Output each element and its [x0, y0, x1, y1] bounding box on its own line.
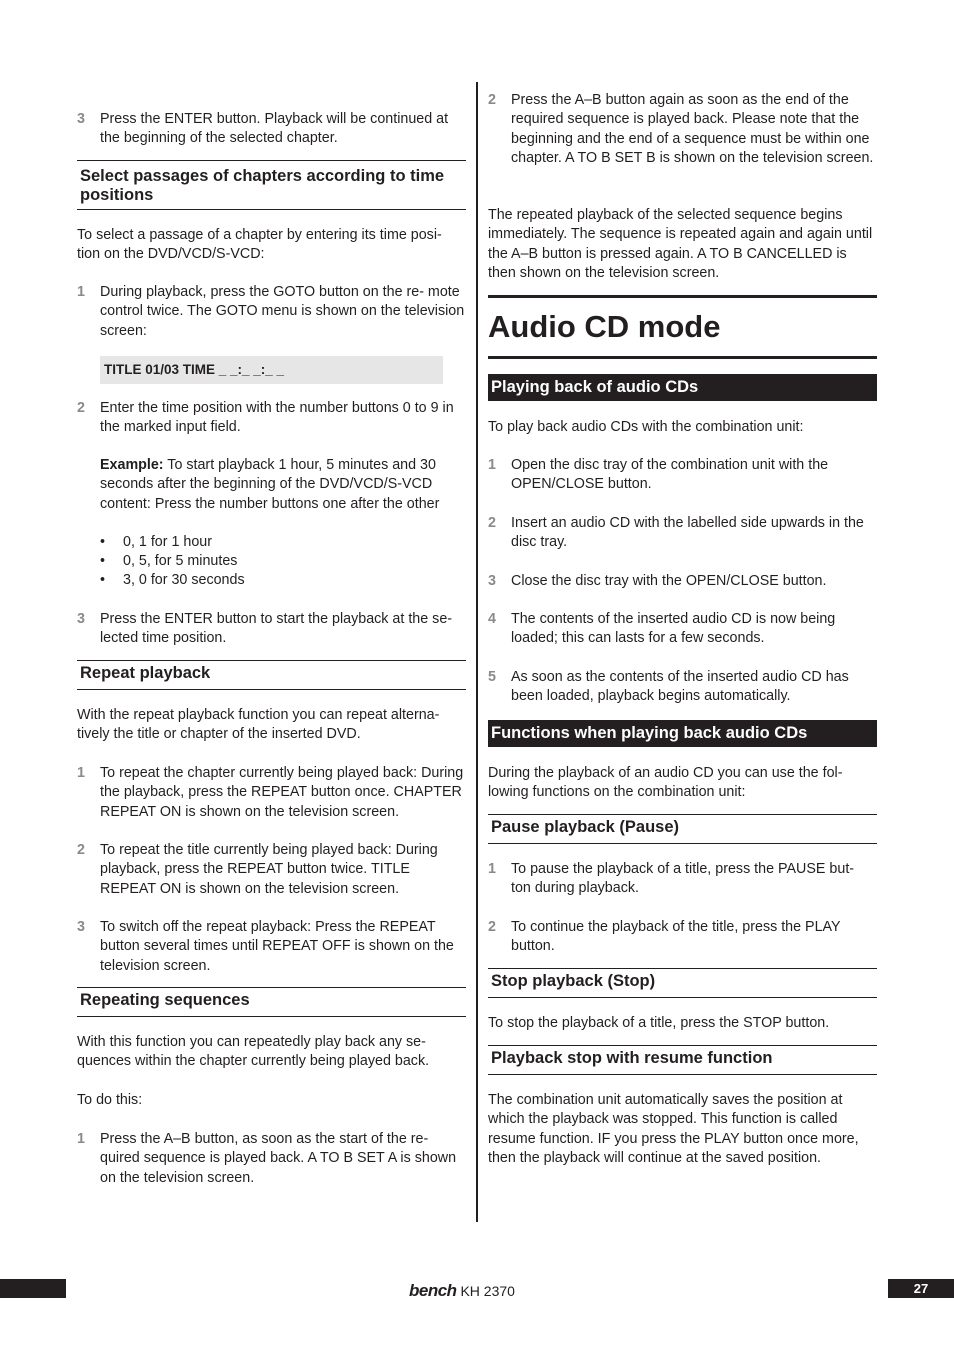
section-bar-functions: Functions when playing back audio CDs — [488, 720, 877, 747]
section-heading-pause: Pause playback (Pause) — [488, 814, 877, 844]
list-item: 1 Open the disc tray of the combination unit with the OPEN/CLOSE button. — [488, 457, 829, 493]
list-item: 3 Press the ENTER button. Playback will be continued at the beginning of the selected chapter. — [77, 111, 449, 147]
list-item: 2 Enter the time position with the number buttons 0 to 9 in the marked input field. — [77, 400, 454, 436]
bench-logo: bench — [409, 1281, 457, 1300]
footer-bar-left — [0, 1279, 66, 1298]
bullet-item: • 0, 5, for 5 minutes — [100, 553, 238, 569]
list-item: 1 To repeat the chapter currently being played back: During the playback, press the REPEAT button once. CHAPTER REPEAT ON is shown on the television screen. — [77, 765, 464, 820]
paragraph: With this function you can repeatedly play back any se- quences within the chapter currently being played back. — [77, 1034, 430, 1070]
section-heading-repeat-playback: Repeat playback — [77, 660, 466, 690]
model-number: KH 2370 — [460, 1283, 515, 1299]
list-item: 2 To repeat the title currently being played back: During playback, press the REPEAT button twice. TITLE REPEAT ON is shown on the television screen. — [77, 842, 438, 897]
example-paragraph: Example: To start playback 1 hour, 5 minutes and 30 seconds after the beginning of the DVD/VCD/S-VCD content: Press the number buttons one after the other — [100, 457, 440, 512]
paragraph: To do this: — [77, 1092, 143, 1108]
section-heading-repeating-sequences: Repeating sequences — [77, 987, 466, 1017]
list-item: 3 To switch off the repeat playback: Press the REPEAT button several times until REPEAT OFF is shown on the television screen. — [77, 919, 454, 974]
bullet-item: • 3, 0 for 30 seconds — [100, 572, 245, 588]
section-heading-stop: Stop playback (Stop) — [488, 968, 877, 998]
paragraph: To stop the playback of a title, press the STOP button. — [488, 1015, 830, 1031]
list-item: 1 During playback, press the GOTO button on the re- mote control twice. The GOTO menu is shown on the television screen: — [77, 284, 465, 339]
paragraph: To select a passage of a chapter by entering its time posi- tion on the DVD/VCD/S-VCD: — [77, 227, 442, 263]
list-item: 2 To continue the playback of the title, press the PLAY button. — [488, 919, 841, 955]
list-item: 1 Press the A–B button, as soon as the start of the re- quired sequence is played back. A TO B SET A is shown on the television screen. — [77, 1131, 457, 1186]
list-item: 2 Press the A–B button again as soon as the end of the required sequence is played back. Please note that the beginning and the end of a sequence must be within one chapter. A TO B SET B is shown on the television screen. — [488, 92, 874, 167]
list-item: 3 Close the disc tray with the OPEN/CLOSE button. — [488, 573, 827, 589]
list-item: 4 The contents of the inserted audio CD is now being loaded; this can lasts for a few seconds. — [488, 611, 836, 647]
paragraph: During the playback of an audio CD you can use the fol- lowing functions on the combination unit: — [488, 765, 843, 801]
page-number: 27 — [888, 1279, 954, 1298]
list-item: 3 Press the ENTER button to start the playback at the se- lected time position. — [77, 611, 453, 647]
footer-brand — [409, 1281, 515, 1301]
example-label: Example: — [100, 457, 164, 473]
paragraph: The repeated playback of the selected sequence begins immediately. The sequence is repeated again and again until the A–B button is pressed again. A TO B CANCELLED is then shown on the television screen. — [488, 207, 873, 282]
list-item: 5 As soon as the contents of the inserted audio CD has been loaded, playback begins automatically. — [488, 669, 849, 705]
list-item: 1 To pause the playback of a title, press the PAUSE but- ton during playback. — [488, 861, 855, 897]
goto-menu-display: TITLE 01/03 TIME _ _:_ _:_ _ — [100, 356, 443, 384]
paragraph: To play back audio CDs with the combination unit: — [488, 419, 804, 435]
section-heading-select-passages: Select passages of chapters according to time positions — [77, 160, 466, 210]
section-heading-resume: Playback stop with resume function — [488, 1045, 877, 1075]
section-bar-playing-back: Playing back of audio CDs — [488, 374, 877, 401]
list-item: 2 Insert an audio CD with the labelled side upwards in the disc tray. — [488, 515, 864, 551]
column-divider — [476, 82, 478, 1222]
paragraph: With the repeat playback function you can repeat alterna- tively the title or chapter of the inserted DVD. — [77, 707, 440, 743]
paragraph: The combination unit automatically saves the position at which the playback was stopped. This function is called resume function. IF you press the PLAY button once more, then the playback will continue at the saved position. — [488, 1092, 859, 1167]
chapter-title: Audio CD mode — [488, 295, 877, 359]
bullet-item: • 0, 1 for 1 hour — [100, 534, 213, 550]
